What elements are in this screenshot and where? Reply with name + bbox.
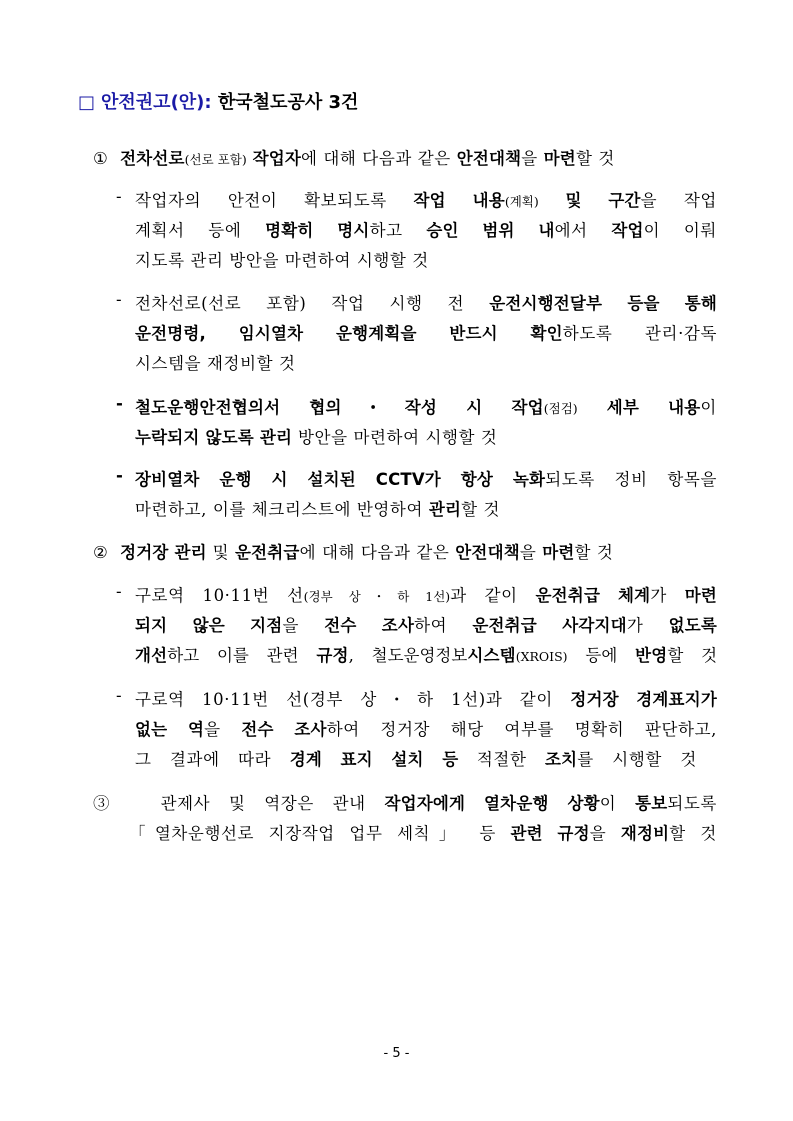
bullet-1-4-line-1 [135,466,717,490]
bold-text: 승인 범위 내 [426,221,555,240]
bullet-dash: - [116,290,123,309]
bullet-2-1-line-1 [135,582,717,606]
bold-text: 재정비 [620,824,670,843]
bold-text: 작업 내용 [413,191,505,210]
bullet-1-2-line-3: 시스템을 재정비할 것 [135,354,296,373]
text: , 철도운영정보 [348,646,468,665]
bold-text: 시스템 [467,646,516,665]
text: 을 [204,720,221,739]
text: 과 같이 [450,586,518,605]
text: 에 대해 다음과 같은 [299,543,450,562]
bold-text: 운전취급 사각지대 [472,616,627,635]
bold-text: 운전명령, 임시열차 운행계획을 반드시 확인 [135,324,563,343]
item-3-line-2 [129,820,717,844]
bold-text: 마련 [684,586,718,605]
bold-text: 전수 조사 [241,720,327,739]
bullet-2-2-line-3 [135,746,697,770]
small-text: (선로 포함) [184,152,247,167]
text: 작업자의 안전이 확보되도록 [135,191,387,210]
text: 구로역 10·11번 선 [135,586,304,605]
small-text: (경부 상・하 1선) [303,589,451,604]
bold-text: 누락되지 않도록 관리 [135,428,293,447]
text: 하고 [369,221,403,240]
item-number: ② [93,543,109,562]
bold-text: 되지 않은 지점 [135,616,283,635]
text: 이 [700,398,717,417]
bold-text: 작업자 [252,149,301,168]
bold-text: 마련 [543,149,576,168]
text: 하여 정거장 해당 여부를 명확히 판단하고, [326,720,717,739]
bold-text: 규정 [316,646,349,665]
text: 되도록 정비 항목을 [545,470,717,489]
bold-text: 운전취급 체계 [535,586,651,605]
bold-text: 운전시행전달부 등을 통해 [489,294,717,313]
bullet-1-2-line-1 [135,290,717,314]
text: 방안을 마련하여 시행할 것 [298,428,498,447]
text: 을 작업 [640,191,717,210]
bullet-1-1-line-3: 지도록 관리 방안을 마련하여 시행할 것 [135,251,429,270]
small-text: (점검) [543,401,578,416]
bold-text: 작업자에게 열차운행 상황 [384,794,600,813]
text: 이 [599,794,617,813]
bold-text: 작업 [611,221,644,240]
text: 「열차운행선로 지장작업 업무 세칙」 등 [129,824,496,843]
item-number: ③ [93,794,124,813]
text: 하고 이를 관련 [167,646,299,665]
text: 하도록 관리·감독 [562,324,718,343]
bold-text: 운전취급 [235,543,300,562]
bold-text: 통보 [635,794,668,813]
text: 를 시행할 것 [577,750,697,769]
bold-text: 안전대책 [456,149,522,168]
text: 구로역 10·11번 선(경부 상・하 1선)과 같이 [135,690,553,709]
section-heading [78,88,358,114]
bullet-2-2-line-1 [135,686,717,710]
item-3-line-1 [93,790,717,814]
bullet-1-3-line-2 [135,424,497,448]
item-number: ① [93,149,109,168]
bold-text: 명확히 명시 [265,221,370,240]
text: 이 이뤄 [643,221,717,240]
bullet-1-4-line-2 [135,496,500,520]
text: 계획서 등에 [135,221,242,240]
bullet-dash: - [116,187,123,206]
bold-text: 정거장 경계표지가 [570,690,717,709]
bullet-1-1-line-2 [135,217,717,241]
bold-text: 관리 [428,500,462,519]
item-2-title [93,539,613,563]
text: 할 것 [575,149,615,168]
text: 할 것 [667,646,718,665]
heading-subject: 한국철도공사 3건 [217,92,359,113]
bold-text: 장비열차 운행 시 설치된 CCTV가 항상 녹화 [135,470,546,489]
bold-text: 철도운행안전협의서 협의・작성 시 작업 [135,398,544,417]
text: 에서 [554,221,588,240]
bold-text: 정거장 관리 [120,543,207,562]
bold-text: 없는 역 [135,720,205,739]
page-number: - 5 - [383,1046,410,1061]
text: 을 [589,824,607,843]
bullet-dash: - [116,394,124,413]
text: 되도록 [667,794,717,813]
bold-text: 마련 [542,543,575,562]
heading-title: 안전권고(안): [101,92,212,113]
text: 및 [212,543,230,562]
bullet-dash: - [116,466,124,485]
text: 가 [650,586,667,605]
text: 을 [521,149,538,168]
bold-text: 없도록 [668,616,717,635]
bullet-1-2-line-2 [135,320,717,344]
text: 에 대해 다음과 같은 [300,149,451,168]
bold-text: 전수 조사 [324,616,415,635]
text: 관제사 및 역장은 관내 [160,794,366,813]
text: 마련하고, 이를 체크리스트에 반영하여 [135,500,424,519]
text: 적절한 [476,750,527,769]
text: 가 [626,616,644,635]
bullet-dash: - [116,686,123,705]
bullet-2-2-line-2 [135,716,717,740]
text: 그 결과에 따라 [135,750,272,769]
bold-text: 관련 규정 [510,824,590,843]
text: 전차선로(선로 포함) 작업 시행 전 [135,294,465,313]
bullet-2-1-line-2 [135,612,717,636]
text: 할 것 [574,543,614,562]
small-text: (XROIS) [515,649,568,664]
bullet-2-1-line-3 [135,642,717,666]
text: 을 [519,543,537,562]
bold-text: 반영 [635,646,668,665]
text: 할 것 [461,500,501,519]
text: 할 것 [669,824,717,843]
bold-text: 및 구간 [565,191,641,210]
text: 하여 [414,616,448,635]
bold-text: 안전대책 [455,543,520,562]
bold-text: 조치 [545,750,578,769]
item-1-title [93,145,615,169]
bullet-1-1-line-1 [135,187,717,211]
bullet-1-3-line-1 [135,394,717,418]
bold-text: 세부 내용 [606,398,701,417]
bold-text: 전차선로 [120,149,185,168]
small-text: (계획) [504,194,539,209]
bullet-dash: - [116,582,123,601]
checkbox-icon: □ [78,92,96,113]
text: 등에 [585,646,618,665]
text: 을 [282,616,299,635]
bold-text: 개선 [135,646,168,665]
bold-text: 경계 표지 설치 등 [289,750,459,769]
